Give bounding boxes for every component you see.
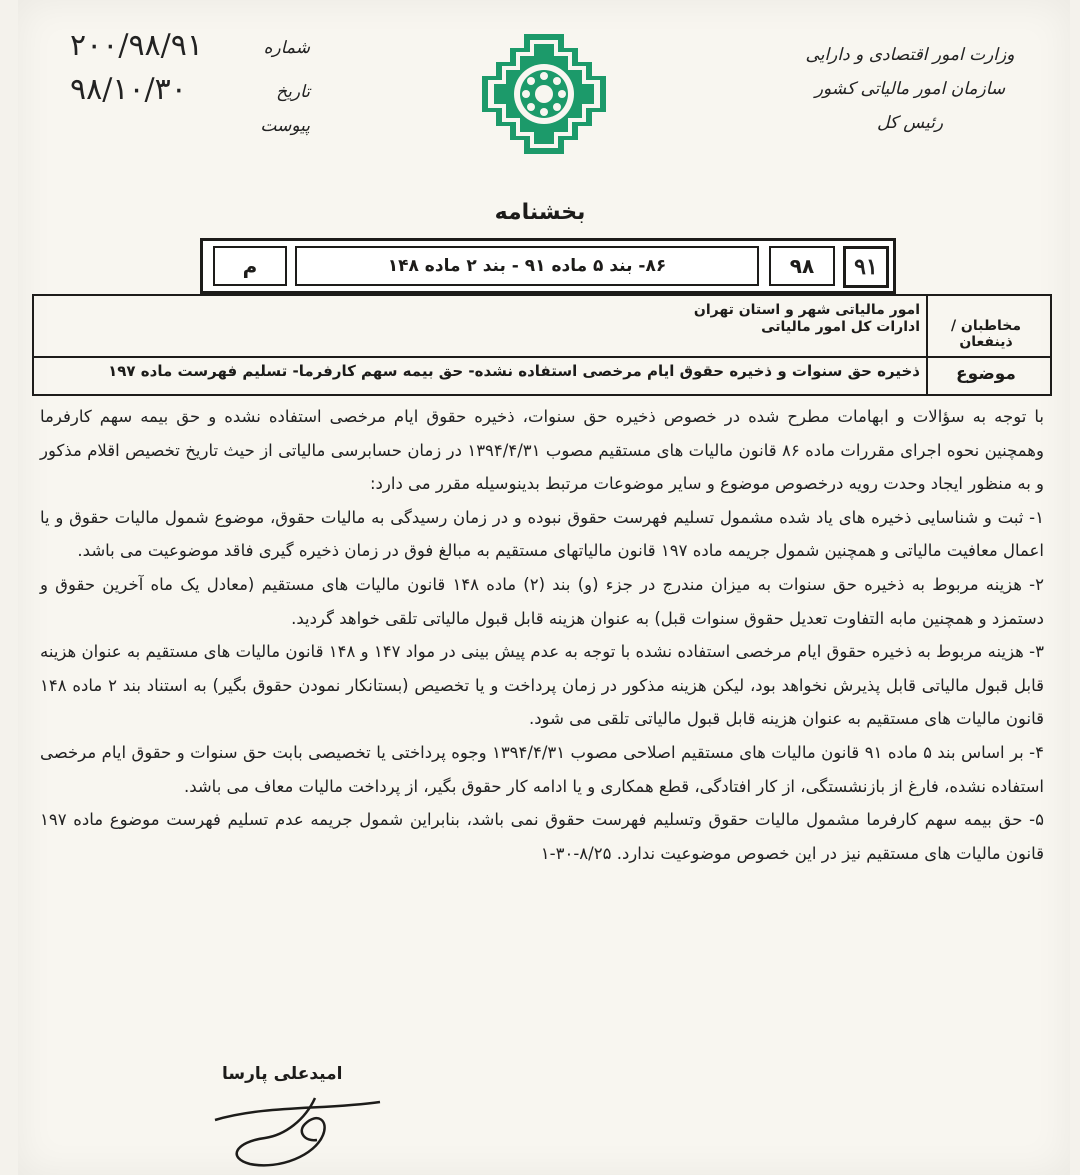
addressee-label: مخاطبان / ذینفعان	[950, 318, 1022, 350]
legal-reference: ۸۶- بند ۵ ماده ۹۱ - بند ۲ ماده ۱۴۸	[295, 246, 759, 286]
number-label: شماره	[263, 38, 310, 58]
document-title: بخشنامه	[494, 200, 586, 225]
ministry-header	[790, 38, 1030, 140]
date-row	[70, 72, 310, 116]
attachment-row	[70, 116, 310, 152]
circular-code-box	[200, 238, 896, 294]
clause-3: ۳- هزینه مربوط به ذخیره حقوق ایام مرخصی استفاده نشده با توجه به عدم پیش بینی در مواد ۱۴۷ و ۱۴۸ قانون مالیات های مستقیم به عنوان هزینه قابل قبول مالیاتی قابل پذیرش نخواهد بود، لیکن هزینه مذکور در زمان پرداخت و یا تخصیص (بستانکار نمودن حقوق بگیر) به استناد بند ۲ ماده ۱۴۸ قانون مالیات های مستقیم به عنوان هزینه قابل قبول مالیاتی تلقی می شود.	[40, 642, 1044, 729]
code-year: ۹۸	[769, 246, 835, 286]
table-divider	[34, 356, 1050, 358]
tax-organization-logo-icon	[480, 30, 608, 158]
clause-1: ۱- ثبت و شناسایی ذخیره های یاد شده مشمول تسلیم فهرست حقوق نبوده و در زمان رسیدگی به مالیات حقوق، موضوع شمول مالیات حقوق و یا اعمال معافیت مالیاتی و همچنین شمول جریمه ماده ۱۹۷ قانون مالیاتهای مستقیم به مبالغ فوق در زمان ذخیره گیری فاقد موضوعیت می باشد.	[40, 507, 1044, 561]
clause-4: ۴- بر اساس بند ۵ ماده ۹۱ قانون مالیات های مستقیم اصلاحی مصوب ۱۳۹۴/۴/۳۱ وجوه پرداختی یا تخصیصی بابت حق سنوات و حقوق ایام مرخصی استفاده نشده، فارغ از بازنشستگی، از کار افتادگی، قطع همکاری و یا ادامه کار حقوق بگیر، از پرداخت مالیات معاف می باشد.	[40, 742, 1044, 796]
letter-number: ۲۰۰/۹۸/۹۱	[70, 28, 204, 63]
issuer-title: رئیس کل	[876, 113, 944, 133]
intro-paragraph: با توجه به سؤالات و ابهامات مطرح شده در خصوص ذخیره حق سنوات، ذخیره حقوق ایام مرخصی استفاده نشده و حق بیمه سهم کارفرما وهمچنین نحوه اجرای مقررات ماده ۸۶ قانون مالیات های مستقیم مصوب ۱۳۹۴/۴/۳۱ در زمان حسابرسی مالیاتی از حیث تاریخ تخصیص اقلام مذکور و به منظور ایجاد وحدت رویه درخصوص موضوع و سایر موضوعات مرتبط بدینوسیله مقرر می دارد:	[40, 407, 1044, 494]
code-letter: م	[213, 246, 287, 286]
subject-text: ذخیره حق سنوات و ذخیره حقوق ایام مرخصی استفاده نشده- حق بیمه سهم کارفرما- تسلیم فهرست ماده ۱۹۷	[108, 362, 920, 380]
number-row	[70, 28, 310, 72]
organization-name: سازمان امور مالیاتی کشور	[814, 79, 1006, 99]
clause-5: ۵- حق بیمه سهم کارفرما مشمول مالیات حقوق وتسلیم فهرست حقوق نمی باشد، بنابراین شمول جریمه عدم تسلیم فهرست موضوع ماده ۱۹۷ قانون مالیات های مستقیم نیز در این خصوص موضوعیت ندارد. ۸/۲۵-۳۰-۱	[40, 810, 1044, 863]
handwritten-signature	[205, 1080, 395, 1170]
date-label: تاریخ	[276, 82, 310, 102]
addressee-line: امور مالیاتی شهر و استان تهران	[693, 302, 920, 318]
code-series: ۹۱	[843, 246, 889, 288]
addressee-line: ادارات کل امور مالیاتی	[761, 319, 920, 335]
clause-2: ۲- هزینه مربوط به ذخیره حق سنوات به میزان مندرج در جزء (و) بند (۲) ماده ۱۴۸ قانون مالیات های مستقیم (معادل یک ماه آخرین حقوق و دستمزد و همچنین مابه التفاوت تعدیل حقوق سنوات قبل) به عنوان هزینه قابل قبول مالیاتی تلقی خواهد گردید.	[40, 574, 1044, 628]
ministry-name: وزارت امور اقتصادی و دارایی	[805, 45, 1015, 65]
signer-name: امیدعلی پارسا	[222, 1064, 343, 1084]
letter-meta	[70, 28, 310, 152]
letter-date: ۹۸/۱۰/۳۰	[70, 72, 187, 107]
addressee-table	[32, 294, 1052, 396]
circular-body	[40, 400, 1044, 870]
attachment-label: پیوست	[260, 116, 310, 136]
subject-label: موضوع	[956, 364, 1016, 384]
addressee-list	[694, 302, 920, 336]
